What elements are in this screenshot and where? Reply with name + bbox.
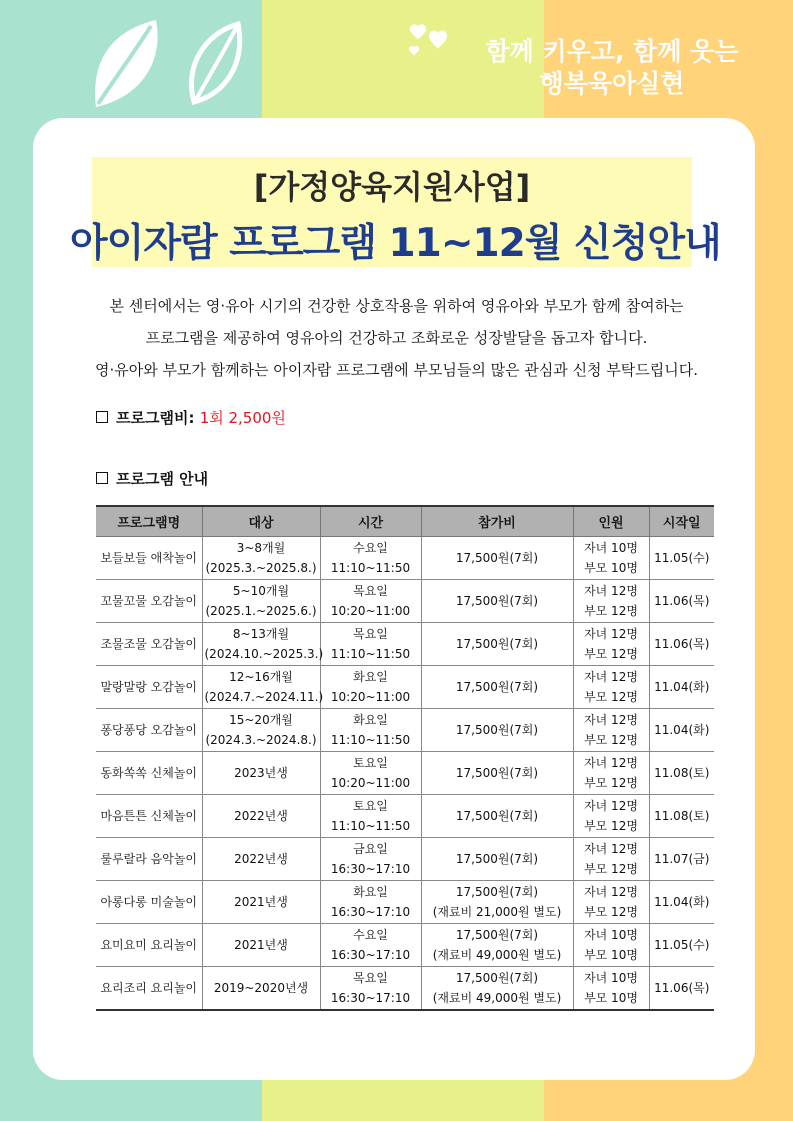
cell-capacity xyxy=(573,623,649,666)
cell-time-text: 16:30~17:10 xyxy=(330,991,411,1005)
cell-time-text: 목요일 xyxy=(353,627,388,641)
cell-capacity-text: 자녀 10명 xyxy=(584,541,638,555)
cell-start-date xyxy=(649,752,714,795)
cell-start-date-text: 11.08(토) xyxy=(654,766,710,780)
cell-fee-text: (재료비 21,000원 별도) xyxy=(432,905,562,919)
cell-program-name xyxy=(96,795,202,838)
cell-capacity xyxy=(573,752,649,795)
cell-capacity xyxy=(573,838,649,881)
guide-label: 프로그램 안내 xyxy=(116,470,209,488)
cell-start-date xyxy=(649,537,714,580)
cell-target xyxy=(202,924,320,967)
cell-program-name xyxy=(96,752,202,795)
cell-fee xyxy=(421,752,573,795)
table-row xyxy=(96,924,714,967)
cell-capacity xyxy=(573,537,649,580)
cell-time-text: 화요일 xyxy=(353,885,388,899)
cell-capacity-text: 자녀 12명 xyxy=(584,627,638,641)
cell-time-text: 10:20~11:00 xyxy=(330,604,411,618)
cell-capacity-text: 부모 10명 xyxy=(584,561,638,575)
cell-capacity-text: 부모 10명 xyxy=(584,991,638,1005)
intro-line: 본 센터에서는 영·유아 시기의 건강한 상호작용을 위하여 영유아와 부모가 함께 참여하는 xyxy=(109,297,684,315)
cell-fee-text: 17,500원(7회) xyxy=(455,971,539,985)
cell-capacity xyxy=(573,967,649,1011)
cell-target xyxy=(202,580,320,623)
cell-fee-text: 17,500원(7회) xyxy=(455,594,539,608)
table-row xyxy=(96,795,714,838)
cell-program-name xyxy=(96,838,202,881)
cell-target xyxy=(202,881,320,924)
cell-capacity-text: 자녀 12명 xyxy=(584,756,638,770)
cell-fee-text: 17,500원(7회) xyxy=(455,852,539,866)
table-row xyxy=(96,967,714,1011)
cell-start-date-text: 11.06(목) xyxy=(654,594,710,608)
cell-time-text: 토요일 xyxy=(353,756,388,770)
cell-capacity-text: 부모 12명 xyxy=(584,604,638,618)
cell-time-text: 수요일 xyxy=(353,928,388,942)
cell-program-name-text: 조물조물 오감놀이 xyxy=(100,637,198,651)
cell-start-date-text: 11.04(화) xyxy=(654,723,710,737)
cell-target-text: (2024.3.~2024.8.) xyxy=(205,733,317,747)
header-start-date: 시작일 xyxy=(649,506,714,537)
table-row xyxy=(96,623,714,666)
table-header-row xyxy=(96,506,714,537)
cell-start-date xyxy=(649,623,714,666)
cell-fee xyxy=(421,881,573,924)
cell-target xyxy=(202,709,320,752)
leaves-icon xyxy=(86,12,246,112)
cell-fee xyxy=(421,623,573,666)
cell-target xyxy=(202,537,320,580)
cell-target-text: (2024.10.~2025.3.) xyxy=(204,647,324,661)
cell-start-date-text: 11.06(목) xyxy=(654,981,710,995)
cell-program-name-text: 마음튼튼 신체놀이 xyxy=(100,809,198,823)
cell-time xyxy=(320,580,421,623)
cell-capacity xyxy=(573,924,649,967)
cell-time-text: 10:20~11:00 xyxy=(330,690,411,704)
cell-program-name xyxy=(96,623,202,666)
cell-start-date xyxy=(649,709,714,752)
cell-time-text: 10:20~11:00 xyxy=(330,776,411,790)
cell-target-text: 8~13개월 xyxy=(232,627,290,641)
cell-time-text: 11:10~11:50 xyxy=(330,819,411,833)
cell-start-date xyxy=(649,795,714,838)
cell-capacity-text: 자녀 12명 xyxy=(584,799,638,813)
cell-start-date-text: 11.06(목) xyxy=(654,637,710,651)
cell-start-date xyxy=(649,967,714,1011)
cell-time-text: 금요일 xyxy=(353,842,388,856)
table-row xyxy=(96,752,714,795)
cell-program-name xyxy=(96,881,202,924)
cell-capacity-text: 자녀 12명 xyxy=(584,842,638,856)
cell-time xyxy=(320,795,421,838)
cell-time xyxy=(320,838,421,881)
cell-start-date-text: 11.04(화) xyxy=(654,680,710,694)
cell-program-name-text: 동화쏙쏙 신체놀이 xyxy=(100,766,198,780)
cell-time xyxy=(320,709,421,752)
cell-program-name xyxy=(96,709,202,752)
cell-target xyxy=(202,967,320,1011)
cell-time xyxy=(320,623,421,666)
cell-fee xyxy=(421,924,573,967)
cell-program-name xyxy=(96,967,202,1011)
cell-time-text: 수요일 xyxy=(353,541,388,555)
cell-target-text: 5~10개월 xyxy=(232,584,290,598)
cell-program-name xyxy=(96,666,202,709)
cell-target xyxy=(202,795,320,838)
header-time: 시간 xyxy=(320,506,421,537)
cell-capacity xyxy=(573,666,649,709)
cell-fee-text: 17,500원(7회) xyxy=(455,637,539,651)
cell-capacity xyxy=(573,795,649,838)
cell-target-text: 15~20개월 xyxy=(229,713,293,727)
cell-target xyxy=(202,666,324,709)
slogan-line1: 함께 키우고, 함께 웃는 xyxy=(485,37,739,66)
cell-time-text: 16:30~17:10 xyxy=(330,862,411,876)
cell-time-text: 목요일 xyxy=(353,584,388,598)
cell-fee-text: 17,500원(7회) xyxy=(455,766,539,780)
cell-time-text: 목요일 xyxy=(353,971,388,985)
cell-target-text: 2019~2020년생 xyxy=(213,981,309,995)
cell-fee-text: (재료비 49,000원 별도) xyxy=(432,948,562,962)
cell-target xyxy=(202,838,320,881)
table-row xyxy=(96,709,714,752)
cell-fee xyxy=(421,580,573,623)
cell-fee-text: 17,500원(7회) xyxy=(455,680,539,694)
program-table xyxy=(96,505,714,1011)
cell-capacity xyxy=(573,881,649,924)
cell-target-text: 2022년생 xyxy=(234,852,288,866)
cell-program-name-text: 꼬물꼬물 오감놀이 xyxy=(100,594,198,608)
cell-program-name-text: 말랑말랑 오감놀이 xyxy=(100,680,198,694)
cell-fee-text: 17,500원(7회) xyxy=(455,809,539,823)
cell-fee-text: 17,500원(7회) xyxy=(455,928,539,942)
cell-target-text: (2024.7.~2024.11.) xyxy=(204,690,324,704)
cell-program-name-text: 퐁당퐁당 오감놀이 xyxy=(100,723,198,737)
cell-fee xyxy=(421,795,573,838)
cell-start-date xyxy=(649,924,714,967)
cell-fee-text: 17,500원(7회) xyxy=(455,885,539,899)
cell-program-name-text: 요미요미 요리놀이 xyxy=(100,938,198,952)
table-row xyxy=(96,838,714,881)
guide-section xyxy=(96,468,208,489)
cell-start-date xyxy=(649,580,714,623)
cell-capacity-text: 부모 12명 xyxy=(584,690,638,704)
cell-capacity xyxy=(573,709,649,752)
cell-target xyxy=(202,623,324,666)
cell-capacity-text: 자녀 12명 xyxy=(584,885,638,899)
cell-program-name xyxy=(96,924,202,967)
cell-capacity-text: 자녀 12명 xyxy=(584,670,638,684)
intro-line: 영·유아와 부모가 함께하는 아이자람 프로그램에 부모님들의 많은 관심과 신청 부탁드립니다. xyxy=(94,361,699,379)
cell-target xyxy=(202,752,320,795)
cell-time-text: 11:10~11:50 xyxy=(330,647,411,661)
cell-time xyxy=(320,666,421,709)
cell-fee-text: (재료비 49,000원 별도) xyxy=(432,991,562,1005)
cell-program-name xyxy=(96,537,202,580)
cell-program-name-text: 요리조리 요리놀이 xyxy=(100,981,198,995)
checkbox-square-icon xyxy=(96,411,108,423)
cell-time xyxy=(320,881,421,924)
cell-fee xyxy=(421,967,573,1011)
cell-time-text: 화요일 xyxy=(353,670,388,684)
cell-target-text: 2022년생 xyxy=(234,809,288,823)
checkbox-square-icon xyxy=(96,472,108,484)
fee-label: 프로그램비: xyxy=(116,409,195,427)
cell-target-text: 3~8개월 xyxy=(236,541,286,555)
cell-program-name-text: 아롱다롱 미술놀이 xyxy=(100,895,198,909)
cell-program-name xyxy=(96,580,202,623)
cell-time xyxy=(320,924,421,967)
cell-fee xyxy=(421,666,573,709)
cell-start-date-text: 11.04(화) xyxy=(654,895,710,909)
cell-target-text: 2023년생 xyxy=(234,766,288,780)
cell-time xyxy=(320,967,421,1011)
cell-start-date xyxy=(649,666,714,709)
cell-fee xyxy=(421,537,573,580)
title-line1: [가정양육지원사업] xyxy=(253,168,531,206)
cell-time-text: 11:10~11:50 xyxy=(330,561,411,575)
cell-capacity-text: 부모 12명 xyxy=(584,905,638,919)
cell-target-text: 2021년생 xyxy=(234,895,288,909)
cell-fee xyxy=(421,838,573,881)
cell-capacity-text: 부모 10명 xyxy=(584,948,638,962)
cell-time-text: 16:30~17:10 xyxy=(330,948,411,962)
cell-capacity-text: 자녀 12명 xyxy=(584,713,638,727)
cell-capacity-text: 자녀 12명 xyxy=(584,584,638,598)
cell-time-text: 토요일 xyxy=(353,799,388,813)
cell-target-text: 2021년생 xyxy=(234,938,288,952)
slogan xyxy=(462,36,762,100)
intro-line: 프로그램을 제공하여 영유아의 건강하고 조화로운 성장발달을 돕고자 합니다. xyxy=(145,329,648,347)
intro-paragraph xyxy=(50,290,743,386)
cell-capacity-text: 부모 12명 xyxy=(584,776,638,790)
cell-target-text: 12~16개월 xyxy=(229,670,293,684)
table-row xyxy=(96,537,714,580)
hearts-icon xyxy=(404,18,464,58)
header-program-name: 프로그램명 xyxy=(96,506,202,537)
fee-section xyxy=(96,407,286,428)
cell-time-text: 16:30~17:10 xyxy=(330,905,411,919)
cell-capacity-text: 부모 12명 xyxy=(584,647,638,661)
cell-capacity-text: 부모 12명 xyxy=(584,733,638,747)
cell-start-date xyxy=(649,838,714,881)
cell-capacity-text: 자녀 10명 xyxy=(584,971,638,985)
cell-fee xyxy=(421,709,573,752)
cell-time-text: 화요일 xyxy=(353,713,388,727)
cell-start-date-text: 11.05(수) xyxy=(654,551,710,565)
cell-capacity-text: 자녀 10명 xyxy=(584,928,638,942)
cell-fee-text: 17,500원(7회) xyxy=(455,723,539,737)
cell-target-text: (2025.1.~2025.6.) xyxy=(205,604,317,618)
cell-capacity-text: 부모 12명 xyxy=(584,819,638,833)
cell-start-date xyxy=(649,881,714,924)
cell-start-date-text: 11.08(토) xyxy=(654,809,710,823)
cell-fee-text: 17,500원(7회) xyxy=(455,551,539,565)
cell-capacity xyxy=(573,580,649,623)
header-target: 대상 xyxy=(202,506,320,537)
cell-start-date-text: 11.07(금) xyxy=(654,852,710,866)
table-row xyxy=(96,666,714,709)
cell-time xyxy=(320,752,421,795)
table-row xyxy=(96,881,714,924)
cell-program-name-text: 보들보들 애착놀이 xyxy=(100,551,198,565)
header-fee: 참가비 xyxy=(421,506,573,537)
cell-start-date-text: 11.05(수) xyxy=(654,938,710,952)
fee-value: 1회 2,500원 xyxy=(199,409,286,427)
cell-program-name-text: 룰루랄라 음악놀이 xyxy=(100,852,198,866)
slogan-line2: 행복육아실현 xyxy=(539,69,685,98)
cell-time xyxy=(320,537,421,580)
cell-target-text: (2025.3.~2025.8.) xyxy=(205,561,317,575)
table-row xyxy=(96,580,714,623)
cell-time-text: 11:10~11:50 xyxy=(330,733,411,747)
header-capacity: 인원 xyxy=(573,506,649,537)
cell-capacity-text: 부모 12명 xyxy=(584,862,638,876)
title-line2: 아이자람 프로그램 11~12월 신청안내 xyxy=(70,221,721,266)
